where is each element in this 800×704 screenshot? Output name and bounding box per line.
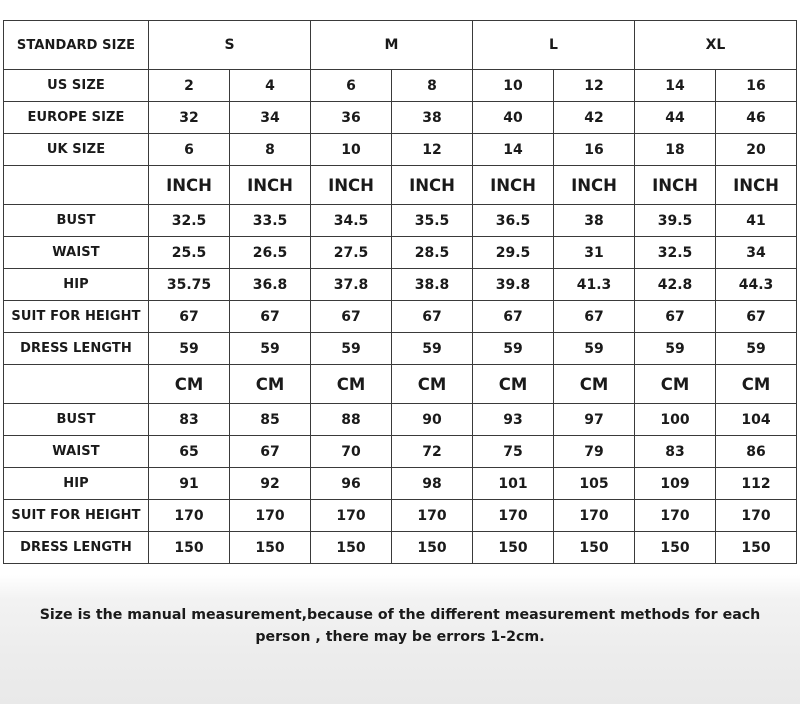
inch-unit-label: INCH: [554, 166, 635, 205]
size-value-cell: 6: [311, 70, 392, 102]
size-value-cell: 16: [554, 134, 635, 166]
size-value-cell: 44: [635, 102, 716, 134]
size-value-cell: 8: [392, 70, 473, 102]
measurement-value-cell: 59: [149, 333, 230, 365]
measurement-value-cell: 170: [149, 500, 230, 532]
measurement-label: HIP: [4, 468, 149, 500]
measurement-value-cell: 35.75: [149, 269, 230, 301]
measurement-value-cell: 88: [311, 404, 392, 436]
measurement-value-cell: 101: [473, 468, 554, 500]
inch-measurement-row: [4, 237, 797, 269]
standard-size-row: [4, 134, 797, 166]
measurement-value-cell: 150: [311, 532, 392, 564]
size-chart-table: [3, 20, 797, 564]
size-value-cell: 14: [635, 70, 716, 102]
measurement-value-cell: 44.3: [716, 269, 797, 301]
size-value-cell: 18: [635, 134, 716, 166]
measurement-label: DRESS LENGTH: [4, 532, 149, 564]
measurement-value-cell: 86: [716, 436, 797, 468]
measurement-label: DRESS LENGTH: [4, 333, 149, 365]
size-value-cell: 38: [392, 102, 473, 134]
measurement-value-cell: 42.8: [635, 269, 716, 301]
cm-measurement-row: [4, 468, 797, 500]
measurement-value-cell: 97: [554, 404, 635, 436]
measurement-value-cell: 90: [392, 404, 473, 436]
measurement-value-cell: 67: [554, 301, 635, 333]
measurement-value-cell: 65: [149, 436, 230, 468]
size-value-cell: 10: [473, 70, 554, 102]
size-group-header: L: [473, 21, 635, 70]
measurement-value-cell: 38.8: [392, 269, 473, 301]
measurement-value-cell: 150: [392, 532, 473, 564]
cm-measurement-row: [4, 436, 797, 468]
cm-unit-label: CM: [473, 365, 554, 404]
measurement-value-cell: 59: [473, 333, 554, 365]
measurement-label: SUIT FOR HEIGHT: [4, 301, 149, 333]
measurement-value-cell: 67: [230, 301, 311, 333]
size-group-header: XL: [635, 21, 797, 70]
inch-unit-label: INCH: [230, 166, 311, 205]
measurement-value-cell: 28.5: [392, 237, 473, 269]
measurement-value-cell: 27.5: [311, 237, 392, 269]
measurement-value-cell: 34.5: [311, 205, 392, 237]
size-value-cell: 6: [149, 134, 230, 166]
measurement-value-cell: 33.5: [230, 205, 311, 237]
measurement-value-cell: 93: [473, 404, 554, 436]
measurement-value-cell: 67: [716, 301, 797, 333]
measurement-value-cell: 34: [716, 237, 797, 269]
measurement-value-cell: 170: [554, 500, 635, 532]
inch-unit-label: INCH: [311, 166, 392, 205]
measurement-value-cell: 59: [311, 333, 392, 365]
cm-unit-row: [4, 365, 797, 404]
measurement-label: WAIST: [4, 237, 149, 269]
measurement-value-cell: 98: [392, 468, 473, 500]
measurement-value-cell: 70: [311, 436, 392, 468]
size-value-cell: 8: [230, 134, 311, 166]
measurement-value-cell: 41.3: [554, 269, 635, 301]
measurement-value-cell: 35.5: [392, 205, 473, 237]
size-value-cell: 12: [554, 70, 635, 102]
measurement-value-cell: 37.8: [311, 269, 392, 301]
size-value-cell: 20: [716, 134, 797, 166]
measurement-value-cell: 38: [554, 205, 635, 237]
measurement-value-cell: 36.8: [230, 269, 311, 301]
standard-size-header: STANDARD SIZE: [4, 21, 149, 70]
size-value-cell: 2: [149, 70, 230, 102]
header-row: [4, 21, 797, 70]
inch-unit-label: INCH: [716, 166, 797, 205]
measurement-label: SUIT FOR HEIGHT: [4, 500, 149, 532]
cm-unit-label: CM: [635, 365, 716, 404]
measurement-value-cell: 75: [473, 436, 554, 468]
measurement-value-cell: 100: [635, 404, 716, 436]
cm-measurement-row: [4, 532, 797, 564]
measurement-value-cell: 105: [554, 468, 635, 500]
measurement-value-cell: 26.5: [230, 237, 311, 269]
standard-size-row: [4, 102, 797, 134]
measurement-value-cell: 92: [230, 468, 311, 500]
cm-unit-label: CM: [311, 365, 392, 404]
measurement-value-cell: 170: [635, 500, 716, 532]
size-value-cell: 14: [473, 134, 554, 166]
measurement-value-cell: 67: [230, 436, 311, 468]
size-value-cell: 40: [473, 102, 554, 134]
cm-unit-label: CM: [230, 365, 311, 404]
measurement-value-cell: 83: [635, 436, 716, 468]
cm-unit-label: CM: [392, 365, 473, 404]
unit-row-blank: [4, 365, 149, 404]
measurement-value-cell: 150: [554, 532, 635, 564]
size-group-header: S: [149, 21, 311, 70]
measurement-note: Size is the manual measurement,because of the different measurement methods for each person , there may be errors 1-2cm.: [39, 607, 761, 645]
size-chart-body: [4, 21, 797, 564]
cm-measurement-row: [4, 404, 797, 436]
measurement-value-cell: 59: [635, 333, 716, 365]
cm-unit-label: CM: [716, 365, 797, 404]
measurement-value-cell: 32.5: [149, 205, 230, 237]
measurement-value-cell: 96: [311, 468, 392, 500]
standard-size-row: [4, 70, 797, 102]
measurement-value-cell: 67: [392, 301, 473, 333]
inch-measurement-row: [4, 269, 797, 301]
size-value-cell: 46: [716, 102, 797, 134]
measurement-value-cell: 59: [554, 333, 635, 365]
measurement-value-cell: 170: [230, 500, 311, 532]
size-group-header: M: [311, 21, 473, 70]
measurement-value-cell: 59: [716, 333, 797, 365]
measurement-label: WAIST: [4, 436, 149, 468]
measurement-value-cell: 41: [716, 205, 797, 237]
measurement-value-cell: 59: [230, 333, 311, 365]
measurement-value-cell: 170: [473, 500, 554, 532]
inch-measurement-row: [4, 205, 797, 237]
measurement-value-cell: 83: [149, 404, 230, 436]
measurement-value-cell: 112: [716, 468, 797, 500]
size-value-cell: 34: [230, 102, 311, 134]
size-value-cell: 36: [311, 102, 392, 134]
measurement-value-cell: 39.8: [473, 269, 554, 301]
measurement-value-cell: 67: [635, 301, 716, 333]
measurement-value-cell: 67: [311, 301, 392, 333]
measurement-value-cell: 25.5: [149, 237, 230, 269]
inch-unit-label: INCH: [392, 166, 473, 205]
inch-measurement-row: [4, 333, 797, 365]
measurement-value-cell: 170: [716, 500, 797, 532]
measurement-value-cell: 39.5: [635, 205, 716, 237]
inch-unit-row: [4, 166, 797, 205]
measurement-value-cell: 85: [230, 404, 311, 436]
measurement-value-cell: 59: [392, 333, 473, 365]
cm-measurement-row: [4, 500, 797, 532]
measurement-value-cell: 36.5: [473, 205, 554, 237]
size-value-cell: 32: [149, 102, 230, 134]
measurement-value-cell: 170: [311, 500, 392, 532]
size-value-cell: 42: [554, 102, 635, 134]
measurement-label: BUST: [4, 404, 149, 436]
measurement-value-cell: 150: [635, 532, 716, 564]
cm-unit-label: CM: [149, 365, 230, 404]
row-label: EUROPE SIZE: [4, 102, 149, 134]
measurement-value-cell: 150: [473, 532, 554, 564]
measurement-value-cell: 150: [230, 532, 311, 564]
measurement-value-cell: 67: [473, 301, 554, 333]
measurement-value-cell: 109: [635, 468, 716, 500]
unit-row-blank: [4, 166, 149, 205]
size-value-cell: 4: [230, 70, 311, 102]
inch-unit-label: INCH: [635, 166, 716, 205]
measurement-value-cell: 67: [149, 301, 230, 333]
size-value-cell: 12: [392, 134, 473, 166]
measurement-value-cell: 79: [554, 436, 635, 468]
measurement-value-cell: 72: [392, 436, 473, 468]
measurement-value-cell: 29.5: [473, 237, 554, 269]
measurement-value-cell: 104: [716, 404, 797, 436]
size-value-cell: 16: [716, 70, 797, 102]
measurement-value-cell: 31: [554, 237, 635, 269]
measurement-value-cell: 91: [149, 468, 230, 500]
measurement-value-cell: 170: [392, 500, 473, 532]
inch-unit-label: INCH: [473, 166, 554, 205]
cm-unit-label: CM: [554, 365, 635, 404]
measurement-label: BUST: [4, 205, 149, 237]
row-label: UK SIZE: [4, 134, 149, 166]
measurement-value-cell: 150: [149, 532, 230, 564]
inch-unit-label: INCH: [149, 166, 230, 205]
inch-measurement-row: [4, 301, 797, 333]
row-label: US SIZE: [4, 70, 149, 102]
measurement-label: HIP: [4, 269, 149, 301]
measurement-value-cell: 32.5: [635, 237, 716, 269]
size-value-cell: 10: [311, 134, 392, 166]
measurement-value-cell: 150: [716, 532, 797, 564]
